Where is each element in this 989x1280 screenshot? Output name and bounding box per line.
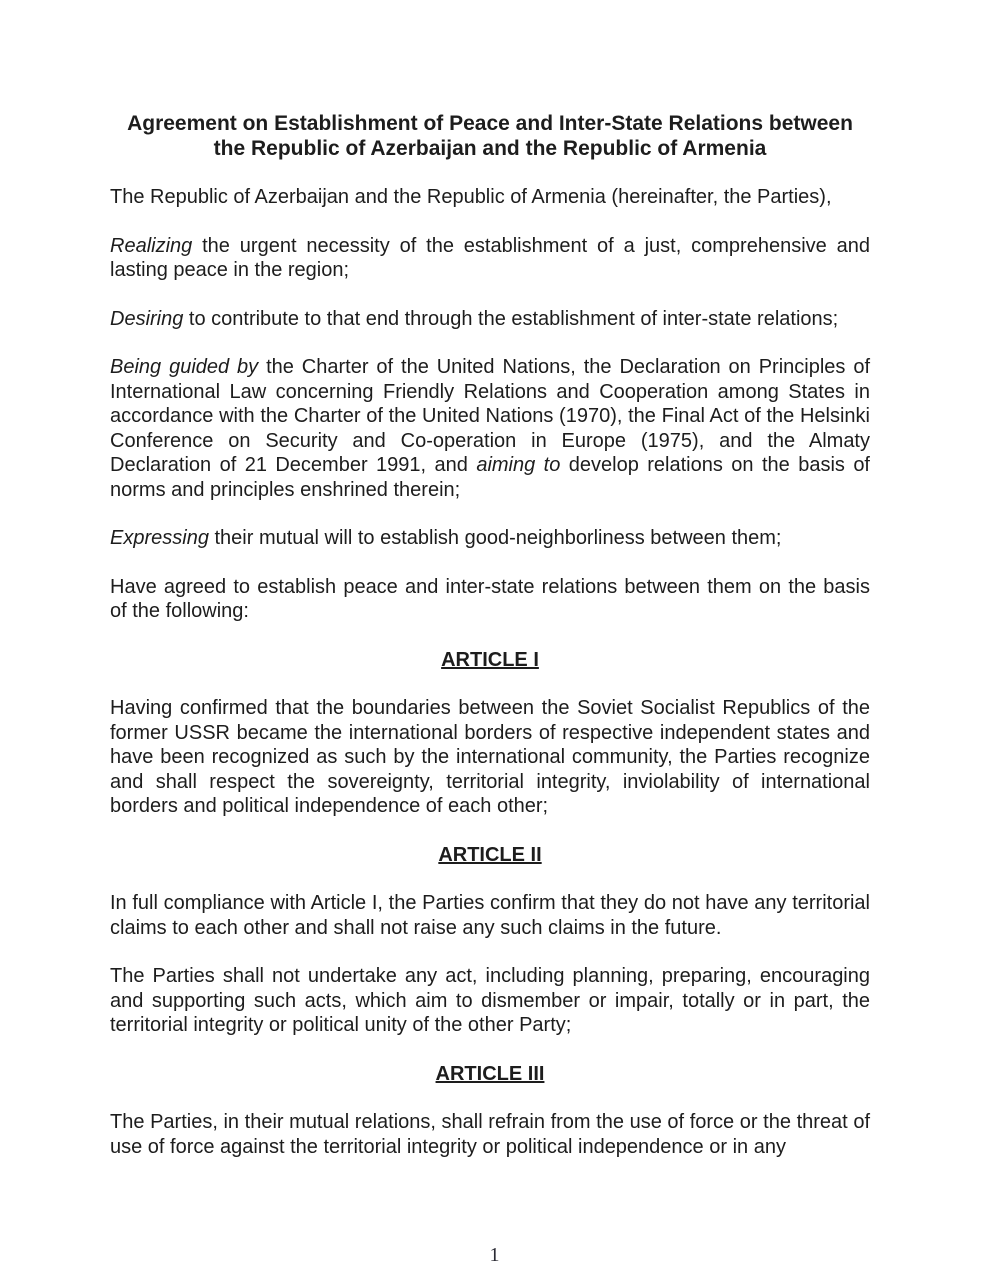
page-number: 1 <box>489 1243 500 1266</box>
paragraph-text: Having confirmed that the boundaries between the Soviet Socialist Republics of the former USSR became the international borders of respective independent states and have been recognized as such by the international community, the Parties recognize and shall respect the sovereignty, territorial integrity, inviolability of international borders and political independence of each other; <box>110 697 870 817</box>
paragraph-text: to contribute to that end through the establishment of inter-state relations; <box>183 307 839 330</box>
italic-lead: Expressing <box>110 527 209 549</box>
preamble-paragraph-parties <box>110 185 870 210</box>
article-1-paragraph <box>110 696 870 819</box>
italic-phrase: aiming to <box>476 454 561 476</box>
italic-lead: Being guided by <box>110 356 259 378</box>
preamble-paragraph-realizing <box>110 234 870 283</box>
paragraph-text: Have agreed to establish peace and inter-state relations between them on the basis of the following: <box>110 575 870 622</box>
title-line-2: the Republic of Azerbaijan and the Republic of Armenia <box>213 136 767 160</box>
paragraph-text: The Republic of Azerbaijan and the Republic of Armenia (hereinafter, the Parties), <box>110 186 832 208</box>
article-3-paragraph <box>110 1110 870 1159</box>
article-2-paragraph-2 <box>110 964 870 1038</box>
preamble-paragraph-desiring <box>110 307 870 332</box>
paragraph-text: the Charter of the United Nations, the Declaration on Principles of International Law concerning Friendly Relations and Cooperation among States in accordance with the Charter of the United Nations (1970), the Final Act of the Helsinki Conference on Security and Co-operation in Europe (1975), and the Almaty Declaration of 21 December 1991, and <box>110 356 870 476</box>
paragraph-text: develop relations on the basis of norms and principles enshrined therein; <box>110 454 870 501</box>
article-3-heading: ARTICLE III <box>435 1062 545 1085</box>
preamble-paragraph-expressing <box>110 526 870 551</box>
paragraph-text: The Parties shall not undertake any act, including planning, preparing, encouraging and supporting such acts, which aim to dismember or impair, totally or in part, the territorial integrity or political unity of the other Party; <box>110 965 870 1036</box>
page-footer <box>0 1243 989 1268</box>
italic-lead: Desiring <box>110 307 184 330</box>
paragraph-text: their mutual will to establish good-neighborliness between them; <box>208 527 782 549</box>
preamble-paragraph-guided <box>110 355 870 502</box>
italic-lead: Realizing <box>110 234 193 257</box>
preamble-paragraph-agreed <box>110 575 870 624</box>
article-2-heading: ARTICLE II <box>438 843 542 866</box>
paragraph-text: The Parties, in their mutual relations, shall refrain from the use of force or the threat of use of force against the territorial integrity or political independence or in any <box>110 1111 870 1158</box>
paragraph-text: the urgent necessity of the establishment of a just, comprehensive and lasting peace in the region; <box>110 234 870 281</box>
title-line-1: Agreement on Establishment of Peace and Inter-State Relations between <box>127 112 853 135</box>
document-title <box>110 112 870 161</box>
article-2-paragraph-1 <box>110 891 870 940</box>
paragraph-text: In full compliance with Article I, the Parties confirm that they do not have any territorial claims to each other and shall not raise any such claims in the future. <box>110 892 870 939</box>
article-1-heading: ARTICLE I <box>441 648 539 671</box>
